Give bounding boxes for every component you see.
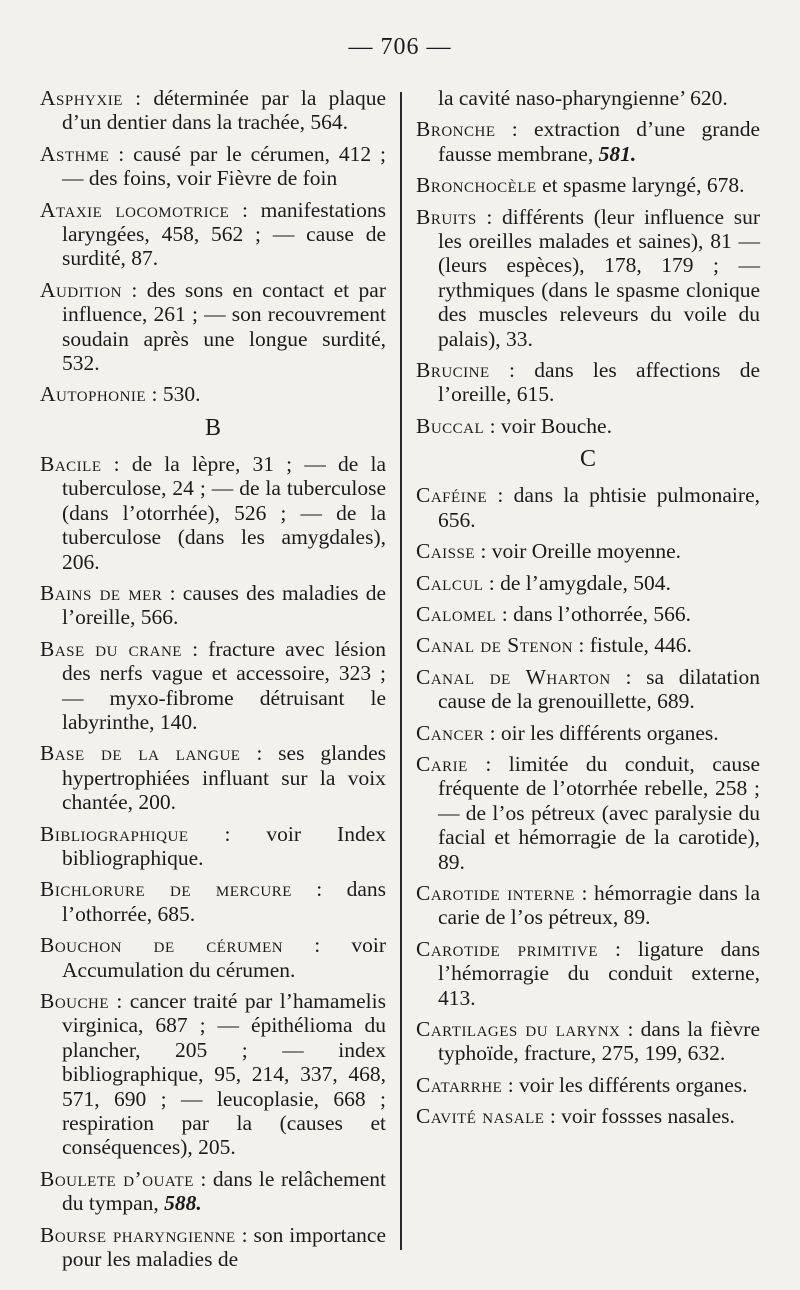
entry-heading: Caisse [416, 539, 476, 564]
entry-text: : 530. [146, 382, 201, 407]
entry-heading: Bourse pharyngienne [40, 1222, 236, 1247]
entry-heading: Bibliographique [40, 821, 189, 846]
entry-text: : cancer traité par l’hamamelis virginica, 687 ; — épithélioma du plancher, 205 ; — index bibliographique, 95, 214, 337, 468, 571, 690 ; — leucoplasie, 668 ; respiration par la (causes et conséquences), 205. [62, 989, 386, 1160]
entry-heading: Bacile [40, 451, 102, 476]
entry-heading: Buccal [416, 413, 485, 438]
entry-text: : hémorragie dans la carie de l’os pétreux, 89. [438, 880, 760, 930]
index-entry [40, 86, 386, 135]
entry-text: : voir Index bibliographique. [62, 821, 386, 870]
index-entry [40, 1167, 386, 1216]
index-entry [40, 1223, 386, 1272]
index-entry [40, 198, 386, 271]
entry-text: : voir les différents organes. [502, 1072, 748, 1097]
entry-heading: Asphyxie [40, 86, 123, 110]
entry-heading: Carotide interne [416, 880, 575, 905]
index-entry [40, 382, 386, 406]
entry-text: : de la lèpre, 31 ; — de la tuberculose, 24 ; — de la tuberculose (dans l’otorrhée), 526 ; — de la tuberculose (dans les amygdales), 206. [62, 451, 386, 574]
entry-text: et spasme laryngé, 678. [536, 173, 745, 198]
entry-text: : ses glandes hypertrophiées influant sur la voix chantée, 200. [62, 741, 386, 815]
index-entry [40, 741, 386, 814]
entry-heading: Bouchon de cérumen [40, 933, 284, 958]
entry-text: : sa dilatation cause de la grenouillette, 689. [438, 664, 760, 714]
entry-text: : fracture avec lésion des nerfs vague et accessoire, 323 ; — myxo-fibrome détruisant le labyrinthe, 140. [62, 636, 386, 734]
entry-heading: Calcul [416, 570, 484, 595]
index-entry [40, 142, 386, 191]
index-entry [416, 173, 760, 197]
left-column [40, 86, 386, 1278]
entry-text: : dans les affections de l’oreille, 615. [438, 358, 760, 407]
index-entry [416, 571, 760, 595]
index-entry [40, 822, 386, 871]
index-entry [40, 933, 386, 982]
right-column [416, 86, 760, 1136]
index-entry [416, 881, 760, 930]
entry-text: : fistule, 446. [573, 633, 692, 658]
entry-continuation: la cavité naso-pharyngienne’ 620. [438, 86, 728, 110]
index-entry [416, 483, 760, 532]
entry-text: : voir fossses nasales. [544, 1104, 735, 1129]
entry-italic-page: 581. [598, 141, 637, 166]
entry-text: : dans la fièvre typhoïde, fracture, 275, 199, 632. [438, 1017, 760, 1066]
entry-heading: Caféine [416, 483, 488, 508]
entry-italic-page: 588. [164, 1191, 202, 1216]
index-entry [40, 877, 386, 926]
index-entry [416, 752, 760, 874]
index-entry [416, 358, 760, 407]
index-entry [416, 539, 760, 563]
entry-heading: Boulete d’ouate [40, 1166, 194, 1191]
entry-heading: Calomel [416, 601, 497, 626]
entry-heading: Carie [416, 751, 468, 776]
entry-heading: Audition [40, 277, 123, 302]
entry-heading: Bouche [40, 989, 110, 1013]
entry-text: : oir les différents organes. [484, 720, 719, 745]
index-entry [416, 665, 760, 714]
index-entry [416, 602, 760, 626]
entry-heading: Base de la langue [40, 741, 241, 766]
entry-text: : de l’amygdale, 504. [483, 570, 671, 595]
index-entry [40, 989, 386, 1160]
entry-heading: Bains de mer [40, 580, 163, 605]
entry-text: : voir Oreille moyenne. [475, 539, 681, 564]
entry-text: : extraction d’une grande fausse membrane, [438, 117, 760, 166]
entry-text: : manifestations laryngées, 458, 562 ; — cause de surdité, 87. [62, 197, 386, 271]
entry-heading: Autophonie [40, 382, 147, 407]
entry-text: : déterminée par la plaque d’un dentier dans la trachée, 564. [62, 86, 386, 135]
index-entry [416, 633, 760, 657]
entry-text: : ligature dans l’hémorragie du conduit externe, 413. [438, 936, 760, 1010]
index-entry [416, 205, 760, 351]
index-entry [416, 1104, 760, 1128]
entry-text: : dans la phtisie pulmonaire, 656. [438, 483, 760, 532]
entry-text: : limitée du conduit, cause fréquente de l’otorrhée rebelle, 258 ; — de l’os pétreux (avec paralysie du facial et hémorragie de la carotide), 89. [438, 751, 760, 874]
entry-heading: Bronchocèle [416, 173, 537, 198]
entry-heading: Asthme [40, 141, 110, 166]
page-number: — 706 — [348, 34, 452, 60]
entry-text: : voir Bouche. [484, 413, 612, 438]
entry-heading: Cartilages du larynx [416, 1017, 621, 1041]
index-entry [40, 581, 386, 630]
entry-text: : des sons en contact et par influence, 261 ; — son recouvrement soudain après une longue surdité, 532. [62, 277, 386, 376]
index-entry [40, 637, 386, 735]
entry-heading: Cavité nasale [416, 1104, 545, 1129]
entry-text: : causes des maladies de l’oreille, 566. [62, 580, 387, 630]
entry-heading: Brucine [416, 358, 490, 383]
entry-heading: Bronche [416, 117, 496, 142]
index-entry [416, 937, 760, 1010]
index-entry [40, 278, 386, 376]
entry-heading: Ataxie locomotrice [40, 197, 230, 222]
entry-heading: Canal de Wharton [416, 664, 611, 689]
index-entry [416, 721, 760, 745]
index-entry [416, 414, 760, 438]
index-entry [416, 117, 760, 166]
entry-text: : différents (leur influence sur les oreilles malades et saines), 81 — (leurs espèces), 178, 179 ; — rythmiques (dans le spasme clonique des muscles releveurs du voile du palais), 33. [438, 204, 760, 351]
entry-heading: Carotide primitive [416, 936, 598, 961]
entry-text: : dans l’othorrée, 685. [62, 877, 386, 926]
entry-text: : dans l’othorrée, 566. [496, 601, 691, 626]
entry-text: : dans le relâchement du tympan, [62, 1166, 386, 1216]
entry-text: : voir Accumulation du cérumen. [62, 933, 387, 982]
entry-heading: Cancer [416, 720, 485, 745]
entry-heading: Bruits [416, 204, 477, 229]
section-letter-b: B [204, 414, 221, 441]
index-entry [416, 1017, 760, 1066]
column-divider [400, 92, 402, 1250]
entry-heading: Canal de Stenon [416, 633, 574, 658]
index-entry [40, 452, 386, 574]
section-letter-c: C [579, 446, 596, 473]
entry-text: : causé par le cérumen, 412 ; — des foins, voir Fièvre de foin [62, 141, 386, 191]
entry-heading: Bichlorure de mercure [40, 877, 292, 902]
entry-text: : son importance pour les maladies de [62, 1222, 386, 1272]
entry-heading: Catarrhe [416, 1072, 503, 1097]
index-entry [416, 1073, 760, 1097]
entry-heading: Base du crane [40, 636, 182, 661]
